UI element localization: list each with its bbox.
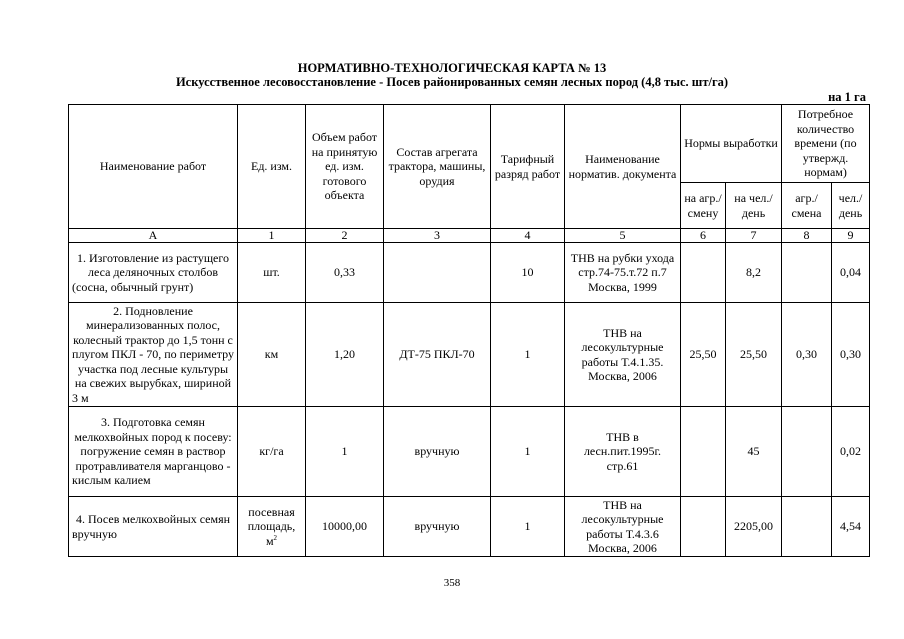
header-aggregate: Состав агрегата трактора, машины, орудия bbox=[384, 105, 491, 229]
header-unit: Ед. изм. bbox=[238, 105, 306, 229]
aggregate-cell: вручную bbox=[384, 497, 491, 557]
norm-agg-cell bbox=[681, 497, 726, 557]
page-number: 358 bbox=[443, 577, 461, 589]
work-name: 3. Подготовка семян мелкохвойных пород к посеву: погружение семян в раствор протравливателя марганцово - кислым калием bbox=[69, 407, 238, 497]
need-man-cell: 4,54 bbox=[832, 497, 870, 557]
header-need-agg: агр./ смена bbox=[782, 183, 832, 229]
column-number: 5 bbox=[565, 229, 681, 243]
table-row bbox=[69, 407, 870, 497]
need-agg-cell bbox=[782, 243, 832, 303]
need-man-cell: 0,30 bbox=[832, 303, 870, 407]
volume-cell: 1,20 bbox=[306, 303, 384, 407]
unit-cell bbox=[238, 497, 306, 557]
grade-cell: 1 bbox=[491, 407, 565, 497]
unit-note: на 1 га bbox=[828, 90, 866, 104]
volume-cell: 0,33 bbox=[306, 243, 384, 303]
grade-cell: 1 bbox=[491, 303, 565, 407]
unit-text: посевная площадь, м bbox=[247, 504, 296, 548]
volume-cell: 10000,00 bbox=[306, 497, 384, 557]
column-number: 4 bbox=[491, 229, 565, 243]
document-cell: ТНВ в лесн.пит.1995г. стр.61 bbox=[565, 407, 681, 497]
norm-agg-cell bbox=[681, 243, 726, 303]
column-number-row bbox=[69, 229, 870, 243]
norm-man-cell: 2205,00 bbox=[726, 497, 782, 557]
column-number: А bbox=[69, 229, 238, 243]
aggregate-cell: вручную bbox=[384, 407, 491, 497]
header-volume: Объем работ на принятую ед. изм. готового объекта bbox=[306, 105, 384, 229]
document-cell: ТНВ на лесокультурные работы Т.4.1.35. Москва, 2006 bbox=[565, 303, 681, 407]
header-norms: Нормы выработки bbox=[681, 105, 782, 183]
aggregate-cell: ДТ-75 ПКЛ-70 bbox=[384, 303, 491, 407]
need-agg-cell bbox=[782, 497, 832, 557]
norm-man-cell: 45 bbox=[726, 407, 782, 497]
table-row bbox=[69, 243, 870, 303]
need-man-cell: 0,04 bbox=[832, 243, 870, 303]
document-cell: ТНВ на лесокультурные работы Т.4.3.6 Москва, 2006 bbox=[565, 497, 681, 557]
header-grade: Тарифный разряд работ bbox=[491, 105, 565, 229]
column-number: 1 bbox=[238, 229, 306, 243]
norms-table bbox=[68, 104, 870, 557]
card-title: НОРМАТИВНО-ТЕХНОЛОГИЧЕСКАЯ КАРТА № 13 bbox=[297, 61, 607, 75]
need-agg-cell bbox=[782, 407, 832, 497]
column-number: 9 bbox=[832, 229, 870, 243]
unit-cell: шт. bbox=[238, 243, 306, 303]
document-cell: ТНВ на рубки ухода стр.74-75.т.72 п.7 Москва, 1999 bbox=[565, 243, 681, 303]
table-row bbox=[69, 303, 870, 407]
norm-man-cell: 25,50 bbox=[726, 303, 782, 407]
header-need-man: чел./ день bbox=[832, 183, 870, 229]
norm-agg-cell bbox=[681, 407, 726, 497]
volume-cell: 1 bbox=[306, 407, 384, 497]
column-number: 3 bbox=[384, 229, 491, 243]
header-row bbox=[69, 105, 870, 183]
header-document: Наименование норматив. документа bbox=[565, 105, 681, 229]
work-name: 1. Изготовление из растущего леса деляночных столбов (сосна, обычный грунт) bbox=[69, 243, 238, 303]
work-name: 2. Подновление минерализованных полос, колесный трактор до 1,5 тонн с плугом ПКЛ - 70, по периметру участка под лесные культуры на свежих вырубках, шириной 3 м bbox=[69, 303, 238, 407]
card-subtitle: Искусственное лесовосстановление - Посев районированных семян лесных пород (4,8 тыс. шт/га) bbox=[175, 75, 729, 89]
work-name: 4. Посев мелкохвойных семян вручную bbox=[69, 497, 238, 557]
grade-cell: 10 bbox=[491, 243, 565, 303]
column-number: 7 bbox=[726, 229, 782, 243]
unit-superscript: 2 bbox=[273, 533, 278, 542]
table-row bbox=[69, 497, 870, 557]
column-number: 8 bbox=[782, 229, 832, 243]
column-number: 6 bbox=[681, 229, 726, 243]
header-norm-man: на чел./ день bbox=[726, 183, 782, 229]
need-agg-cell: 0,30 bbox=[782, 303, 832, 407]
grade-cell: 1 bbox=[491, 497, 565, 557]
unit-cell: кг/га bbox=[238, 407, 306, 497]
need-man-cell: 0,02 bbox=[832, 407, 870, 497]
aggregate-cell bbox=[384, 243, 491, 303]
unit-cell: км bbox=[238, 303, 306, 407]
header-need: Потребное количество времени (по утвержд. нормам) bbox=[782, 105, 870, 183]
norm-agg-cell: 25,50 bbox=[681, 303, 726, 407]
header-work: Наименование работ bbox=[69, 105, 238, 229]
header-norm-agg: на агр./ смену bbox=[681, 183, 726, 229]
column-number: 2 bbox=[306, 229, 384, 243]
norm-man-cell: 8,2 bbox=[726, 243, 782, 303]
